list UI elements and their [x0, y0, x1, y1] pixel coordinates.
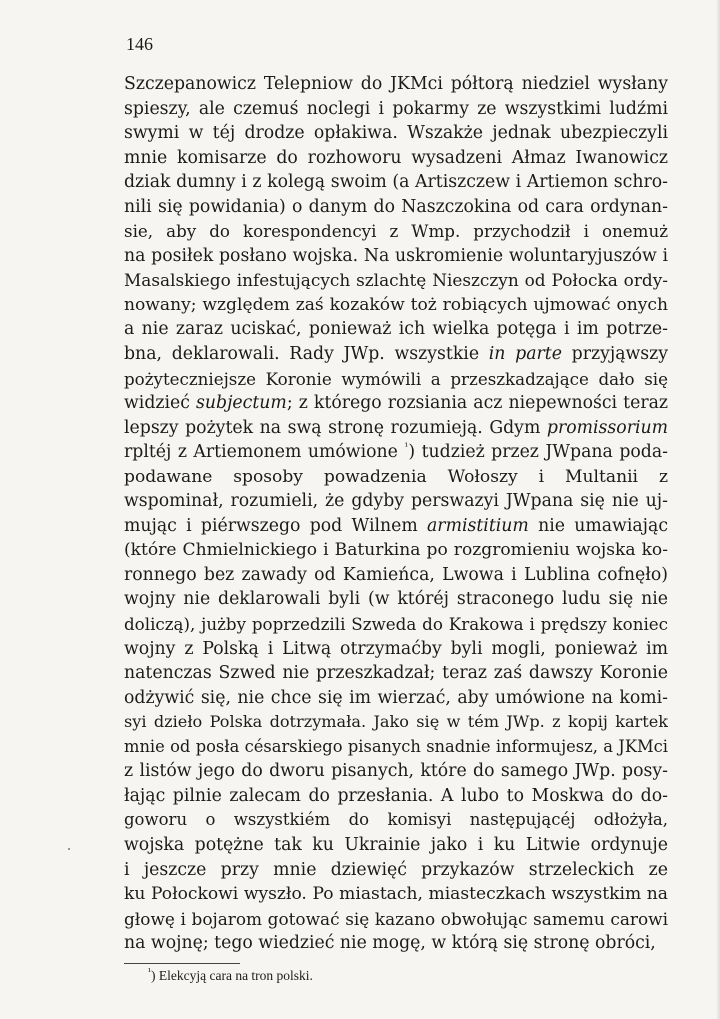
text-line: dziak dumny i z kolegą swoim (a Artiszczew i Artiemon schro-	[124, 172, 668, 193]
text-line: sie, aby do korespondencyi z Wmp. przychodził i onemuż	[124, 221, 668, 242]
footnote-text: ) Elekcyją cara na tron polski.	[151, 968, 313, 983]
text-line: łając pilnie zalecam do przesłania. A lubo to Moskwa do do-	[124, 785, 668, 806]
text-line: doliczą), jużby poprzedzili Szweda do Krakowa i prędszy koniec	[124, 614, 668, 635]
text-line: spieszy, ale czemuś noclegi i pokarmy ze wszystkimi ludźmi	[124, 98, 668, 119]
text-line: mnie od posła césarskiego pisanych snadnie informujesz, a JKMci	[124, 736, 668, 756]
text-line: widzieć subjectum; z którego rozsiania acz niepewności teraz	[124, 393, 668, 414]
text-line: z listów jego do dworu pisanych, które do samego JWp. posy-	[124, 761, 668, 782]
text-line: nowany; względem zaś kozaków toż robiących ujmować onych	[124, 294, 668, 315]
text-line: Szczepanowicz Telepniow do JKMci półtorą niedziel wysłany	[124, 74, 668, 94]
latin-phrase: promissorium	[546, 417, 668, 438]
text-line: natenczas Szwed nie przeszkadzał; teraz zaś dawszy Koronie	[124, 663, 668, 684]
footnote	[148, 966, 313, 986]
latin-phrase: armistitium	[427, 515, 529, 536]
footnote-rule	[124, 963, 240, 964]
text-line: i jeszcze przy mnie dziewięć przykazów strzeleckich ze	[124, 859, 668, 880]
text-line: odżywić się, nie chce się im wierzać, aby umówione na komi-	[124, 687, 668, 708]
footnote-marker: ¹	[148, 966, 151, 978]
text-line: wojska potężne tak ku Ukrainie jako i ku Litwie ordynuje	[124, 834, 668, 855]
text-line: goworu o wszystkiém do komisyi następującéj odłożyła,	[124, 810, 668, 830]
text-line: Masalskiego infestujących szlachtę Nieszczyn od Połocka ordy-	[124, 270, 668, 291]
text-line: na posiłek posłano wojska. Na uskromienie woluntaryjuszów i	[124, 245, 668, 266]
text-line: ku Połockowi wyszło. Po miastach, miasteczkach wszystkim na	[124, 884, 668, 905]
text-line: wojny nie deklarowali byli (w któréj straconego ludu się nie	[124, 589, 668, 610]
text-line: pożyteczniejsze Koronie wymówili a przeszkadzające dało się	[124, 368, 668, 389]
text-line: swymi w téj drodze opłakiwa. Wszakże jednak ubezpieczyli	[124, 123, 668, 144]
text-line: na wojnę; tego wiedzieć nie mogę, w którą się stronę obróci,	[124, 933, 656, 954]
page-edge-shadow	[716, 0, 720, 1019]
text-line: podawane sposoby powadzenia Wołoszy i Multanii z	[124, 466, 668, 487]
latin-phrase: subjectum	[196, 393, 287, 414]
paper-speck	[68, 848, 70, 850]
text-line: mnie komisarze do rozhoworu wysadzeni Ałmaz Iwanowicz	[124, 147, 668, 168]
text-line: nili się powidania) o danym do Naszczokina od cara ordynan-	[124, 196, 668, 217]
text-line: wspominał, rozumieli, że gdyby perswazyi JWpana się nie uj-	[124, 491, 668, 512]
text-line: rpltéj z Artiemonem umówione $^{^1}$) tudzież przez JWpana poda-	[124, 442, 668, 463]
text-line: syi dzieło Polska dotrzymała. Jako się w tém JWp. z kopij kartek	[124, 712, 668, 732]
text-line: ronnego bez zawady od Kamieńca, Lwowa i Lublina cofnęło)	[124, 564, 668, 585]
page-number: 146	[126, 34, 153, 54]
footnote-ref: ¹	[404, 442, 409, 454]
latin-phrase: in parte	[488, 344, 562, 365]
text-line: wojny z Polską i Litwą otrzymaćby byli mogli, ponieważ im	[124, 638, 668, 659]
text-line: lepszy pożytek na swą stronę rozumieją. Gdym promissorium	[124, 417, 668, 438]
text-line: bna, deklarowali. Rady JWp. wszystkie in parte przyjąwszy	[124, 344, 668, 365]
body-text	[124, 72, 668, 956]
text-line: głowę i bojarom gotować się kazano obwołując samemu carowi	[124, 908, 668, 929]
text-line: a nie zaraz uciskać, ponieważ ich wielka potęga i im potrze-	[124, 319, 668, 340]
text-line: (które Chmielnickiego i Baturkina po rozgromieniu wojska ko-	[124, 540, 668, 561]
text-line: mując i piérwszego pod Wilnem armistitium nie umawiając	[124, 515, 668, 536]
